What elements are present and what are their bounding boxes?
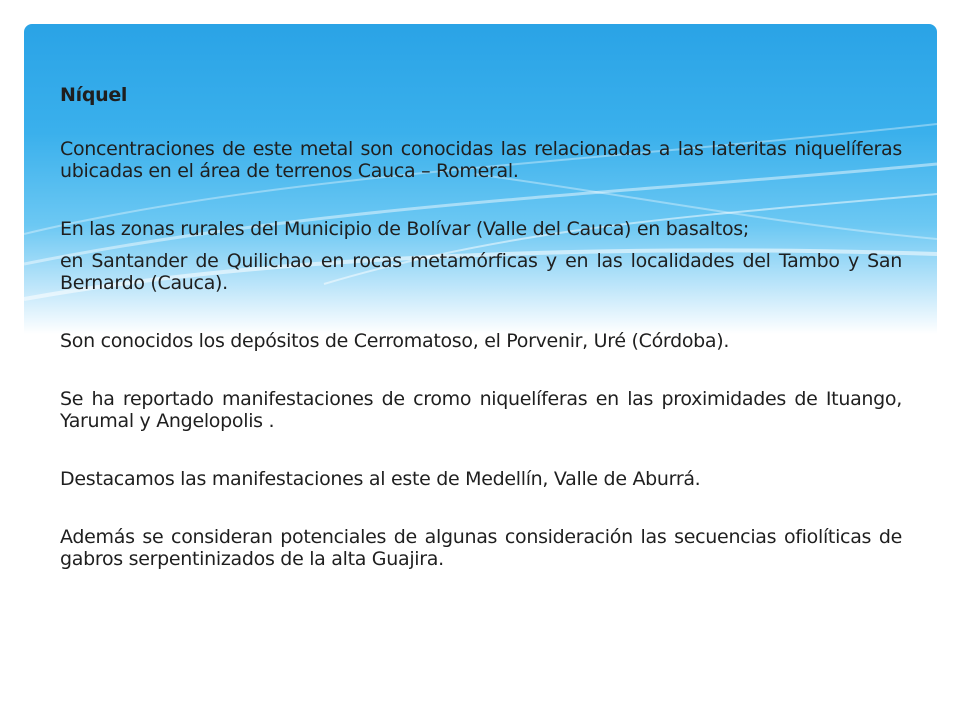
paragraph-medellin: Destacamos las manifestaciones al este de Medellín, Valle de Aburrá. xyxy=(60,468,701,490)
slide-content xyxy=(60,84,902,570)
paragraph-santander: en Santander de Quilichao en rocas metamórficas y en las localidades del Tambo y San Bernardo (Cauca). xyxy=(60,250,902,294)
paragraph-bolivar: En las zonas rurales del Municipio de Bolívar (Valle del Cauca) en basaltos; xyxy=(60,218,749,240)
paragraph-cerromatoso: Son conocidos los depósitos de Cerromatoso, el Porvenir, Uré (Córdoba). xyxy=(60,330,730,352)
paragraph-lateritas: Concentraciones de este metal son conocidas las relacionadas a las lateritas niquelíferas ubicadas en el área de terrenos Cauca – Romeral. xyxy=(60,138,902,182)
slide-heading: Níquel xyxy=(60,84,128,106)
paragraph-ituango: Se ha reportado manifestaciones de cromo niquelíferas en las proximidades de Ituango, Yarumal y Angelopolis . xyxy=(60,388,902,432)
paragraph-guajira: Además se consideran potenciales de algunas consideración las secuencias ofiolíticas de gabros serpentinizados de la alta Guajira. xyxy=(60,526,902,570)
